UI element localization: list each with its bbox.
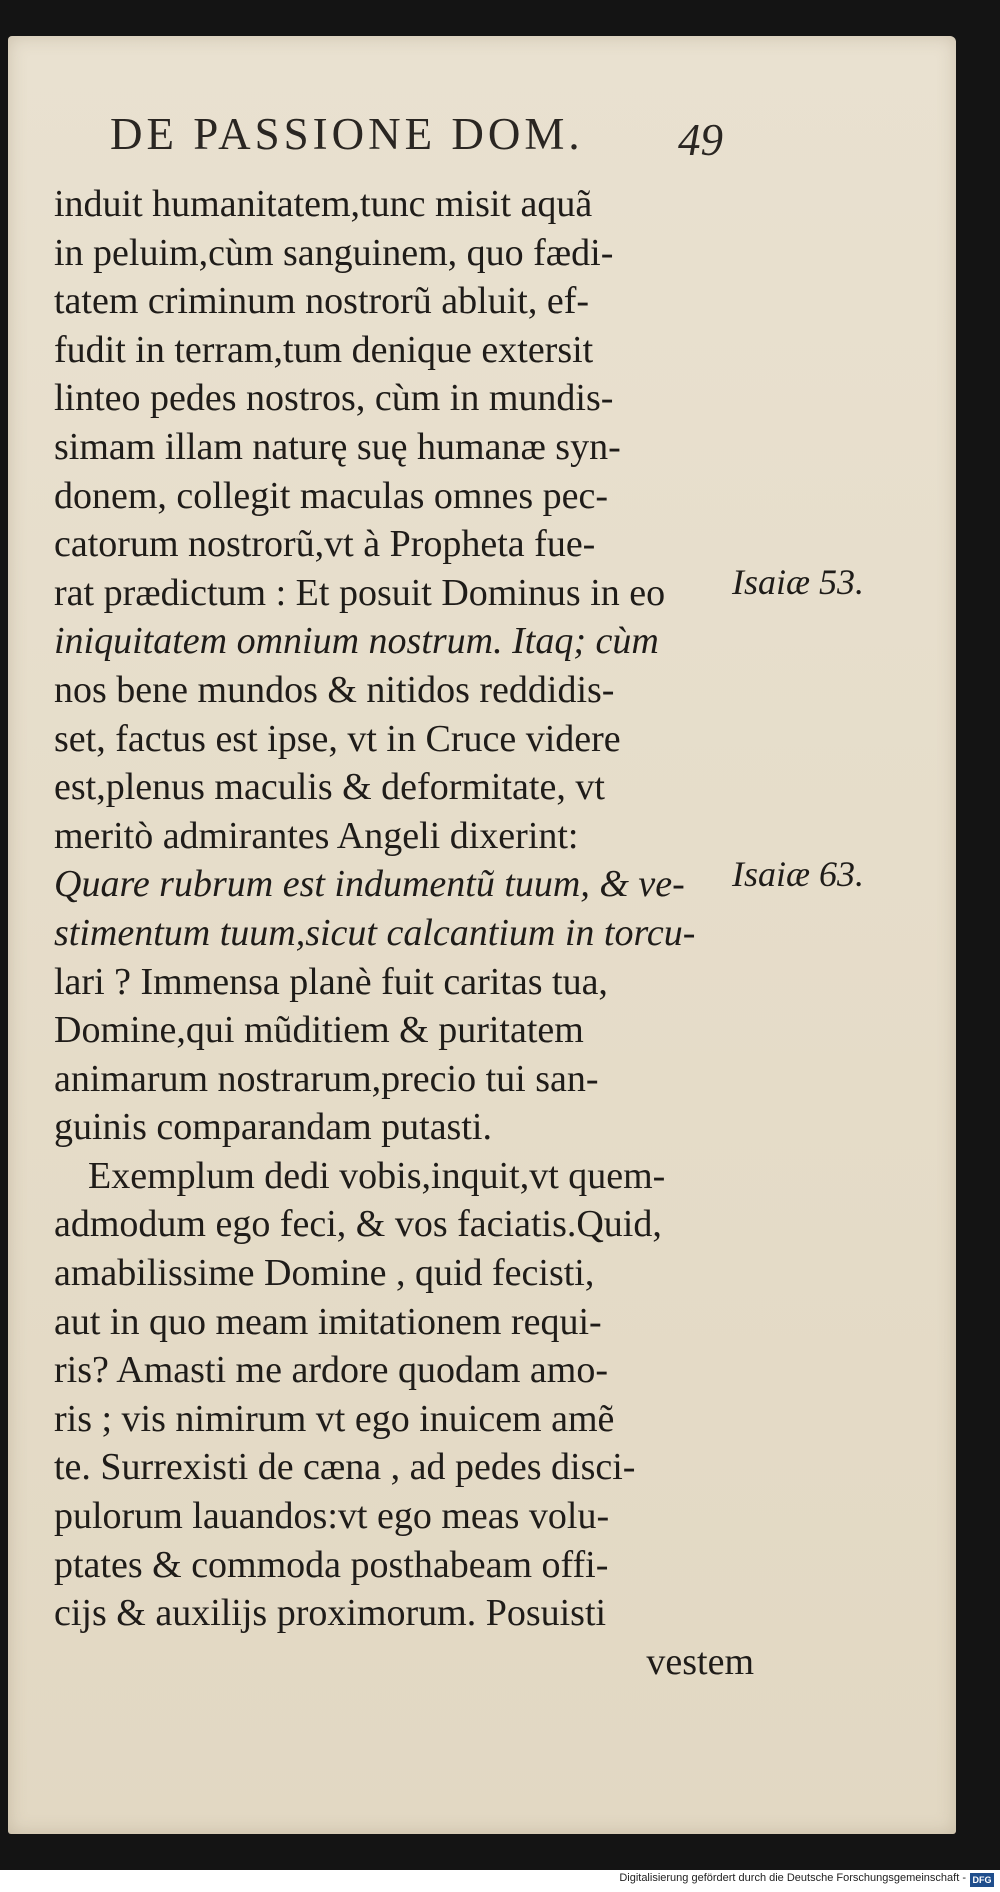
text-line: pulorum lauandos:vt ego meas volu- xyxy=(54,1495,610,1538)
text-line: Domine,qui mũditiem & puritatem xyxy=(54,1009,584,1052)
text-line: ptates & commoda posthabeam offi- xyxy=(54,1543,609,1586)
text-line: aut in quo meam imitationem requi- xyxy=(54,1300,602,1343)
text-line: admodum ego feci, & vos faciatis.Quid, xyxy=(54,1203,662,1246)
text-line: lari ? Immensa planè fuit caritas tua, xyxy=(54,960,608,1003)
page-number: 49 xyxy=(678,115,723,165)
text-line: set, factus est ipse, vt in Cruce videre xyxy=(54,717,621,760)
text-line: Exemplum dedi vobis,inquit,vt quem- xyxy=(88,1154,666,1197)
dfg-logo: DFG xyxy=(970,1873,994,1887)
text-line: stimentum tuum,sicut calcantium in torcu- xyxy=(54,911,696,954)
text-line: induit humanitatem,tunc misit aquã xyxy=(54,183,593,225)
text-line: donem, collegit maculas omnes pec- xyxy=(54,474,608,517)
text-line: guinis comparandam putasti. xyxy=(54,1106,492,1149)
running-header xyxy=(110,108,750,168)
text-line: te. Surrexisti de cæna , ad pedes disci- xyxy=(54,1446,636,1489)
text-line: fudit in terram,tum denique extersit xyxy=(54,328,594,371)
margin-note: Isaiæ 63. xyxy=(732,854,865,894)
text-line: rat prædictum : Et posuit Dominus in eo xyxy=(54,571,666,614)
text-line: amabilissime Domine , quid fecisti, xyxy=(54,1252,595,1295)
catchword: vestem xyxy=(646,1640,754,1683)
running-title: DE PASSIONE DOM. xyxy=(110,109,584,159)
margin-note: Isaiæ 53. xyxy=(732,562,865,602)
text-line: meritò admirantes Angeli dixerint: xyxy=(54,814,579,857)
text-line: linteo pedes nostros, cùm in mundis- xyxy=(54,377,614,420)
text-line: catorum nostrorũ,vt à Propheta fue- xyxy=(54,523,596,566)
text-line: ris ; vis nimirum vt ego inuicem amẽ xyxy=(54,1397,615,1440)
text-line: cijs & auxilijs proximorum. Posuisti xyxy=(54,1592,607,1635)
text-line: simam illam naturę suę humanæ syn- xyxy=(54,425,621,468)
text-line: est,plenus maculis & deformitate, vt xyxy=(54,766,605,809)
text-block xyxy=(54,180,754,1686)
text-line: Quare rubrum est indumentũ tuum, & ve- xyxy=(54,863,685,906)
text-line: in peluim,cùm sanguinem, quo fædi- xyxy=(54,231,614,274)
text-line: tatem criminum nostrorũ abluit, ef- xyxy=(54,280,590,323)
text-line: ris? Amasti me ardore quodam amo- xyxy=(54,1349,609,1392)
text-line: animarum nostrarum,precio tui san- xyxy=(54,1057,599,1100)
text-line: nos bene mundos & nitidos reddidis- xyxy=(54,668,615,711)
digitization-footer xyxy=(0,1870,1000,1892)
funding-credit: Digitalisierung gefördert durch die Deutsche Forschungsgemeinschaft - xyxy=(619,1872,966,1884)
text-line: iniquitatem omnium nostrum. Itaq; cùm xyxy=(54,620,659,663)
